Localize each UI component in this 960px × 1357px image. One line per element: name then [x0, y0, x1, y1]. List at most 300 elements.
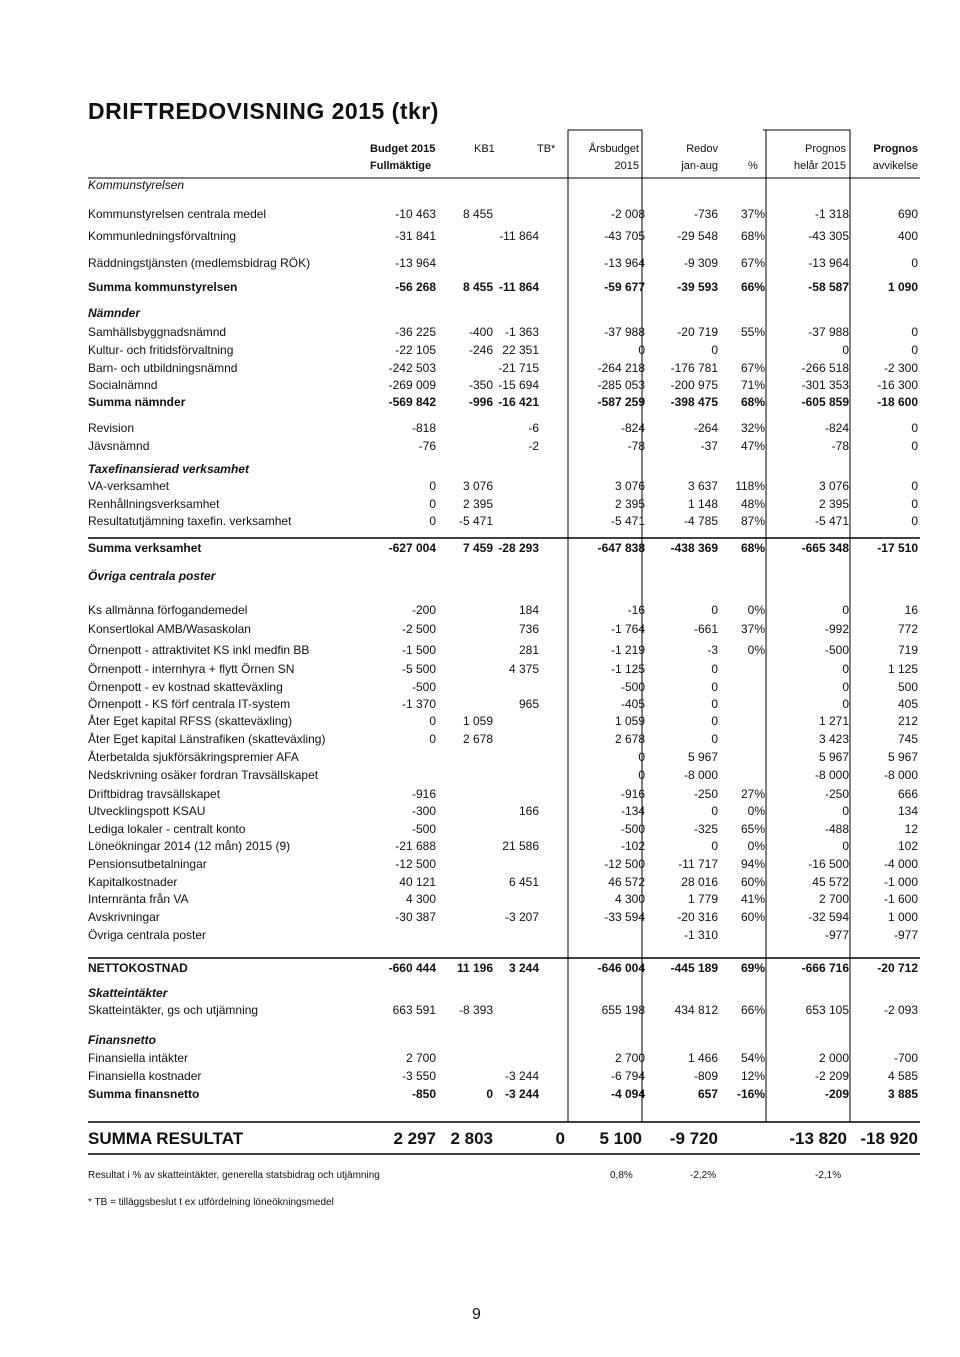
- cell-budget: 2 700: [405, 1051, 436, 1065]
- row-label: Socialnämnd: [88, 378, 158, 392]
- cell-kb1: 3 076: [462, 479, 493, 493]
- cell-arsbudget: 3 076: [614, 479, 645, 493]
- cell-budget: -76: [418, 439, 436, 453]
- cell-avvikelse: 5 967: [887, 750, 918, 764]
- table-row: [0, 857, 960, 873]
- cell-tb: 184: [518, 603, 539, 617]
- cell-pct: 68%: [740, 395, 765, 409]
- row-label: Kommunstyrelsen centrala medel: [88, 207, 267, 221]
- row-label: Nämnder: [88, 306, 141, 320]
- table-row: [0, 910, 960, 926]
- cell-budget: -569 842: [388, 395, 436, 409]
- cell-avvikelse: 16: [904, 603, 918, 617]
- cell-prognos: -13 964: [808, 256, 849, 270]
- cell-redov: -39 593: [677, 280, 718, 294]
- row-label: Åter Eget kapital RFSS (skatteväxling): [88, 714, 293, 728]
- cell-avvikelse: 400: [897, 229, 918, 243]
- header-budget: Budget 2015 Fullmäktige: [370, 143, 436, 172]
- row-label: Kommunledningsförvaltning: [88, 229, 237, 243]
- cell-arsbudget: -647 838: [597, 541, 645, 555]
- cell-arsbudget: -13 964: [604, 256, 645, 270]
- cell-pct: 67%: [740, 361, 765, 375]
- cell-avvikelse: -977: [893, 928, 918, 942]
- row-label: Barn- och utbildningsnämnd: [88, 361, 238, 375]
- cell-tb: -15 694: [498, 378, 539, 392]
- row-label: VA-verksamhet: [88, 479, 170, 493]
- cell-arsbudget: -2 008: [610, 207, 645, 221]
- cell-prognos: 2 700: [818, 892, 849, 906]
- header-kb1: KB1: [474, 143, 495, 155]
- row-label: Pensionsutbetalningar: [88, 857, 207, 871]
- cell-kb1: -5 471: [458, 514, 493, 528]
- row-label: Internränta från VA: [88, 892, 189, 906]
- cell-pct: 68%: [740, 229, 765, 243]
- cell-pct: 12%: [740, 1069, 765, 1083]
- table-row: [0, 361, 960, 377]
- cell-prognos: -977: [824, 928, 849, 942]
- table-row: [0, 804, 960, 820]
- summa-value-budget: 2 297: [393, 1129, 436, 1148]
- row-label: Utvecklingspott KSAU: [88, 804, 206, 818]
- cell-kb1: 2 678: [462, 732, 493, 746]
- table-row: [0, 479, 960, 495]
- table-row: [0, 714, 960, 730]
- cell-budget: -13 964: [395, 256, 436, 270]
- row-label: Summa verksamhet: [88, 541, 202, 555]
- table-row: [0, 306, 960, 322]
- cell-arsbudget: 4 300: [614, 892, 645, 906]
- cell-kb1: 2 395: [462, 497, 493, 511]
- cell-pct: 32%: [740, 421, 765, 435]
- cell-redov: -3: [707, 643, 718, 657]
- cell-budget: -500: [411, 822, 436, 836]
- cell-budget: -3 550: [401, 1069, 436, 1083]
- cell-avvikelse: 745: [897, 732, 918, 746]
- cell-redov: -20 316: [677, 910, 718, 924]
- cell-pct: 27%: [740, 787, 765, 801]
- cell-avvikelse: -20 712: [877, 961, 918, 975]
- cell-budget: 0: [429, 514, 436, 528]
- cell-avvikelse: 0: [911, 325, 918, 339]
- cell-tb: 6 451: [508, 875, 539, 889]
- table-row: [0, 497, 960, 513]
- cell-avvikelse: -4 000: [883, 857, 918, 871]
- cell-avvikelse: -2 093: [883, 1003, 918, 1017]
- cell-pct: 65%: [740, 822, 765, 836]
- summa-value-prognos: -13 820: [789, 1129, 847, 1148]
- summa-value-avvikelse: -18 920: [860, 1129, 918, 1148]
- row-label: Resultatutjämning taxefin. verksamhet: [88, 514, 292, 528]
- cell-budget: 0: [429, 479, 436, 493]
- cell-prognos: 0: [842, 662, 849, 676]
- cell-avvikelse: 4 585: [887, 1069, 918, 1083]
- cell-arsbudget: -916: [620, 787, 645, 801]
- row-label: Kultur- och fritidsförvaltning: [88, 343, 234, 357]
- cell-tb: -3 244: [504, 1087, 539, 1101]
- cell-kb1: -8 393: [458, 1003, 493, 1017]
- cell-arsbudget: 46 572: [608, 875, 645, 889]
- cell-avvikelse: 0: [911, 497, 918, 511]
- header-prognos: Prognos helår 2015: [794, 143, 846, 172]
- cell-budget: -500: [411, 680, 436, 694]
- cell-prognos: 0: [842, 603, 849, 617]
- table-row: [0, 680, 960, 696]
- cell-avvikelse: 690: [897, 207, 918, 221]
- cell-tb: -2: [528, 439, 539, 453]
- cell-redov: 3 637: [687, 479, 718, 493]
- row-label: Taxefinansierad verksamhet: [88, 462, 249, 476]
- cell-pct: 54%: [740, 1051, 765, 1065]
- cell-redov: 1 779: [687, 892, 718, 906]
- row-label: Skatteintäkter, gs och utjämning: [88, 1003, 259, 1017]
- cell-kb1: 0: [486, 1087, 493, 1101]
- summa-value-tb: 0: [555, 1129, 565, 1148]
- cell-prognos: -665 348: [801, 541, 849, 555]
- cell-prognos: -209: [824, 1087, 849, 1101]
- cell-budget: 0: [429, 714, 436, 728]
- row-label: Örnenpott - internhyra + flytt Örnen SN: [88, 662, 295, 676]
- cell-arsbudget: -59 677: [604, 280, 645, 294]
- table-row: [0, 662, 960, 678]
- cell-redov: -176 781: [670, 361, 718, 375]
- cell-tb: -21 715: [498, 361, 539, 375]
- cell-budget: -21 688: [395, 839, 436, 853]
- cell-kb1: 1 059: [462, 714, 493, 728]
- row-label: Övriga centrala poster: [88, 928, 207, 942]
- cell-budget: -31 841: [395, 229, 436, 243]
- cell-pct: 67%: [740, 256, 765, 270]
- row-label: Återbetalda sjukförsäkringspremier AFA: [88, 750, 299, 764]
- cell-arsbudget: -5 471: [610, 514, 645, 528]
- cell-redov: -325: [693, 822, 718, 836]
- cell-kb1: -350: [468, 378, 493, 392]
- cell-budget: -12 500: [395, 857, 436, 871]
- cell-budget: -30 387: [395, 910, 436, 924]
- summa-value-arsbudget: 5 100: [599, 1129, 642, 1148]
- cell-redov: 434 812: [674, 1003, 718, 1017]
- cell-redov: 0: [711, 662, 718, 676]
- cell-prognos: -78: [831, 439, 849, 453]
- cell-pct: 60%: [740, 910, 765, 924]
- cell-prognos: -488: [824, 822, 849, 836]
- table-row: [0, 822, 960, 838]
- table-row: [0, 395, 960, 411]
- cell-tb: -16 421: [498, 395, 539, 409]
- table-row: [0, 961, 960, 977]
- cell-redov: -4 785: [683, 514, 718, 528]
- cell-tb: 22 351: [502, 343, 539, 357]
- cell-prognos: -43 305: [808, 229, 849, 243]
- cell-arsbudget: -134: [620, 804, 645, 818]
- summa-value-redov: -9 720: [669, 1129, 718, 1148]
- cell-arsbudget: -824: [620, 421, 645, 435]
- row-label: Finansiella kostnader: [88, 1069, 202, 1083]
- cell-pct: 0%: [747, 643, 765, 657]
- row-label: Kapitalkostnader: [88, 875, 178, 889]
- cell-budget: -850: [411, 1087, 436, 1101]
- cell-budget: -818: [411, 421, 436, 435]
- cell-avvikelse: 0: [911, 439, 918, 453]
- cell-prognos: -992: [824, 622, 849, 636]
- header-avvikelse: Prognos avvikelse: [872, 143, 918, 172]
- cell-kb1: 11 196: [456, 961, 493, 975]
- table-row: [0, 643, 960, 659]
- cell-arsbudget: -500: [620, 822, 645, 836]
- cell-budget: -56 268: [395, 280, 436, 294]
- cell-budget: 0: [429, 732, 436, 746]
- row-label: Finansiella intäkter: [88, 1051, 189, 1065]
- cell-prognos: -500: [824, 643, 849, 657]
- cell-budget: -300: [411, 804, 436, 818]
- cell-prognos: 45 572: [812, 875, 849, 889]
- cell-prognos: 5 967: [818, 750, 849, 764]
- table-row: [0, 732, 960, 748]
- cell-pct: 37%: [740, 622, 765, 636]
- cell-arsbudget: -1 219: [610, 643, 645, 657]
- table-row: [0, 787, 960, 803]
- cell-arsbudget: -43 705: [604, 229, 645, 243]
- cell-pct: 37%: [740, 207, 765, 221]
- cell-kb1: 7 459: [462, 541, 493, 555]
- cell-tb: 21 586: [502, 839, 539, 853]
- cell-arsbudget: -1 764: [610, 622, 645, 636]
- cell-redov: 0: [711, 714, 718, 728]
- cell-redov: 5 967: [687, 750, 718, 764]
- cell-kb1: -996: [468, 395, 493, 409]
- cell-pct: 68%: [740, 541, 765, 555]
- table-row: [0, 928, 960, 944]
- cell-pct: 41%: [740, 892, 765, 906]
- cell-tb: 4 375: [508, 662, 539, 676]
- cell-redov: 0: [711, 732, 718, 746]
- row-label: Summa nämnder: [88, 395, 186, 409]
- cell-arsbudget: -587 259: [597, 395, 645, 409]
- table-row: [0, 750, 960, 766]
- table-row: [0, 378, 960, 394]
- cell-arsbudget: 2 395: [614, 497, 645, 511]
- cell-tb: 965: [518, 697, 539, 711]
- table-row: [0, 541, 960, 557]
- footnote-result-percent: Resultat i % av skatteintäkter, generella statsbidrag och utjämning: [88, 1170, 380, 1181]
- table-row: [0, 1033, 960, 1049]
- cell-redov: -250: [693, 787, 718, 801]
- table-row: [0, 280, 960, 296]
- table-row: [0, 622, 960, 638]
- cell-prognos: -32 594: [808, 910, 849, 924]
- cell-prognos: -250: [824, 787, 849, 801]
- cell-arsbudget: -37 988: [604, 325, 645, 339]
- cell-tb: 281: [518, 643, 539, 657]
- cell-avvikelse: 0: [911, 256, 918, 270]
- table-row: [0, 986, 960, 1002]
- cell-prognos: 0: [842, 839, 849, 853]
- cell-avvikelse: 0: [911, 343, 918, 357]
- row-label: Lediga lokaler - centralt konto: [88, 822, 246, 836]
- cell-prognos: -2 209: [814, 1069, 849, 1083]
- row-label: Löneökningar 2014 (12 mån) 2015 (9): [88, 839, 291, 853]
- cell-arsbudget: -16: [627, 603, 645, 617]
- page-number: 9: [472, 1306, 481, 1323]
- table-row: [0, 839, 960, 855]
- cell-tb: -6: [528, 421, 539, 435]
- row-label: NETTOKOSTNAD: [88, 961, 188, 975]
- row-label: Summa finansnetto: [88, 1087, 200, 1101]
- row-label: Örnenpott - ev kostnad skatteväxling: [88, 680, 283, 694]
- row-label: Konsertlokal AMB/Wasaskolan: [88, 622, 251, 636]
- cell-arsbudget: -33 594: [604, 910, 645, 924]
- cell-pct: 66%: [740, 280, 765, 294]
- cell-prognos: -1 318: [814, 207, 849, 221]
- cell-tb: -11 864: [499, 229, 539, 243]
- cell-prognos: -666 716: [801, 961, 849, 975]
- row-label: Avskrivningar: [88, 910, 160, 924]
- cell-avvikelse: -18 600: [877, 395, 918, 409]
- header-tb: TB*: [537, 143, 556, 155]
- cell-tb: -3 207: [504, 910, 539, 924]
- cell-prognos: 0: [842, 680, 849, 694]
- cell-pct: 0%: [747, 839, 765, 853]
- cell-redov: -29 548: [677, 229, 718, 243]
- cell-avvikelse: 772: [897, 622, 918, 636]
- cell-avvikelse: -17 510: [877, 541, 918, 555]
- cell-arsbudget: -78: [627, 439, 645, 453]
- table-row: [0, 1003, 960, 1019]
- table-row: [0, 343, 960, 359]
- row-label: Örnenpott - KS förf centrala IT-system: [88, 697, 291, 711]
- cell-prognos: 3 423: [818, 732, 849, 746]
- cell-redov: -1 310: [683, 928, 718, 942]
- cell-budget: -916: [411, 787, 436, 801]
- cell-tb: -11 864: [498, 280, 539, 294]
- row-label: Revision: [88, 421, 135, 435]
- summa-value-kb1: 2 803: [450, 1129, 493, 1148]
- table-row: [0, 421, 960, 437]
- cell-budget: -627 004: [388, 541, 436, 555]
- table-row: [0, 462, 960, 478]
- cell-pct: 48%: [740, 497, 765, 511]
- cell-arsbudget: 2 678: [614, 732, 645, 746]
- cell-budget: 4 300: [405, 892, 436, 906]
- cell-arsbudget: -264 218: [597, 361, 645, 375]
- cell-avvikelse: -700: [893, 1051, 918, 1065]
- cell-prognos: -16 500: [808, 857, 849, 871]
- cell-prognos: 0: [842, 697, 849, 711]
- row-label: Driftbidrag travsällskapet: [88, 787, 221, 801]
- table-row: [0, 514, 960, 530]
- cell-budget: 0: [429, 497, 436, 511]
- cell-redov: -398 475: [670, 395, 718, 409]
- cell-arsbudget: -12 500: [604, 857, 645, 871]
- cell-redov: 1 466: [687, 1051, 718, 1065]
- cell-avvikelse: 0: [911, 514, 918, 528]
- table-row: [0, 229, 960, 245]
- row-label: Nedskrivning osäker fordran Travsällskapet: [88, 768, 319, 782]
- cell-budget: -22 105: [395, 343, 436, 357]
- cell-avvikelse: 102: [897, 839, 918, 853]
- cell-avvikelse: 405: [897, 697, 918, 711]
- cell-redov: 28 016: [681, 875, 718, 889]
- footnote-pct-prognos: -2,1%: [815, 1170, 842, 1181]
- cell-arsbudget: 1 059: [614, 714, 645, 728]
- cell-avvikelse: -1 600: [883, 892, 918, 906]
- cell-prognos: -605 859: [801, 395, 849, 409]
- cell-avvikelse: -16 300: [877, 378, 918, 392]
- summa-resultat-label: SUMMA RESULTAT: [88, 1129, 244, 1148]
- table-row: [0, 325, 960, 341]
- cell-redov: 0: [711, 804, 718, 818]
- cell-redov: -11 717: [678, 857, 718, 871]
- table-row: [0, 768, 960, 784]
- cell-budget: -242 503: [388, 361, 436, 375]
- cell-redov: 0: [711, 603, 718, 617]
- cell-avvikelse: -1 000: [883, 875, 918, 889]
- cell-redov: -8 000: [683, 768, 718, 782]
- table-row: [0, 439, 960, 455]
- cell-arsbudget: -285 053: [597, 378, 645, 392]
- cell-redov: 1 148: [687, 497, 718, 511]
- row-label: Skatteintäkter: [88, 986, 168, 1000]
- cell-arsbudget: 2 700: [614, 1051, 645, 1065]
- table-row: [0, 1087, 960, 1103]
- cell-redov: -9 309: [683, 256, 718, 270]
- cell-prognos: -301 353: [801, 378, 849, 392]
- table-row: [0, 256, 960, 272]
- row-label: Övriga centrala poster: [88, 569, 216, 583]
- cell-redov: -20 719: [677, 325, 718, 339]
- cell-kb1: -246: [468, 343, 493, 357]
- cell-prognos: -266 518: [801, 361, 849, 375]
- cell-arsbudget: 655 198: [601, 1003, 645, 1017]
- cell-tb: 736: [518, 622, 539, 636]
- cell-redov: 657: [697, 1087, 718, 1101]
- page-title: DRIFTREDOVISNING 2015 (tkr): [88, 98, 439, 124]
- cell-avvikelse: 134: [897, 804, 918, 818]
- cell-redov: -438 369: [670, 541, 718, 555]
- cell-pct: 69%: [740, 961, 765, 975]
- footnote-pct-arsbudget: 0,8%: [610, 1170, 633, 1181]
- footnote-tb: * TB = tilläggsbeslut t ex utfördelning löneökningsmedel: [88, 1197, 334, 1208]
- cell-redov: -200 975: [670, 378, 718, 392]
- cell-pct: 118%: [735, 479, 765, 493]
- cell-prognos: -8 000: [814, 768, 849, 782]
- cell-budget: -36 225: [395, 325, 436, 339]
- cell-tb: -3 244: [504, 1069, 539, 1083]
- cell-redov: 0: [711, 697, 718, 711]
- cell-redov: -736: [693, 207, 718, 221]
- cell-avvikelse: 3 885: [887, 1087, 918, 1101]
- cell-arsbudget: -405: [620, 697, 645, 711]
- cell-avvikelse: 500: [897, 680, 918, 694]
- cell-avvikelse: 1 090: [887, 280, 918, 294]
- cell-tb: 166: [518, 804, 539, 818]
- cell-avvikelse: 12: [904, 822, 918, 836]
- cell-prognos: 1 271: [818, 714, 849, 728]
- cell-pct: -16%: [736, 1087, 765, 1101]
- row-label: Örnenpott - attraktivitet KS inkl medfin BB: [88, 643, 310, 657]
- cell-pct: 94%: [740, 857, 765, 871]
- cell-prognos: 2 000: [818, 1051, 849, 1065]
- table-row: [0, 892, 960, 908]
- cell-redov: -809: [693, 1069, 718, 1083]
- table-row: [0, 1051, 960, 1067]
- cell-pct: 66%: [740, 1003, 765, 1017]
- cell-prognos: -824: [824, 421, 849, 435]
- cell-budget: 40 121: [399, 875, 436, 889]
- cell-budget: -1 500: [401, 643, 436, 657]
- cell-budget: -5 500: [401, 662, 436, 676]
- cell-budget: -2 500: [401, 622, 436, 636]
- cell-avvikelse: 1 125: [887, 662, 918, 676]
